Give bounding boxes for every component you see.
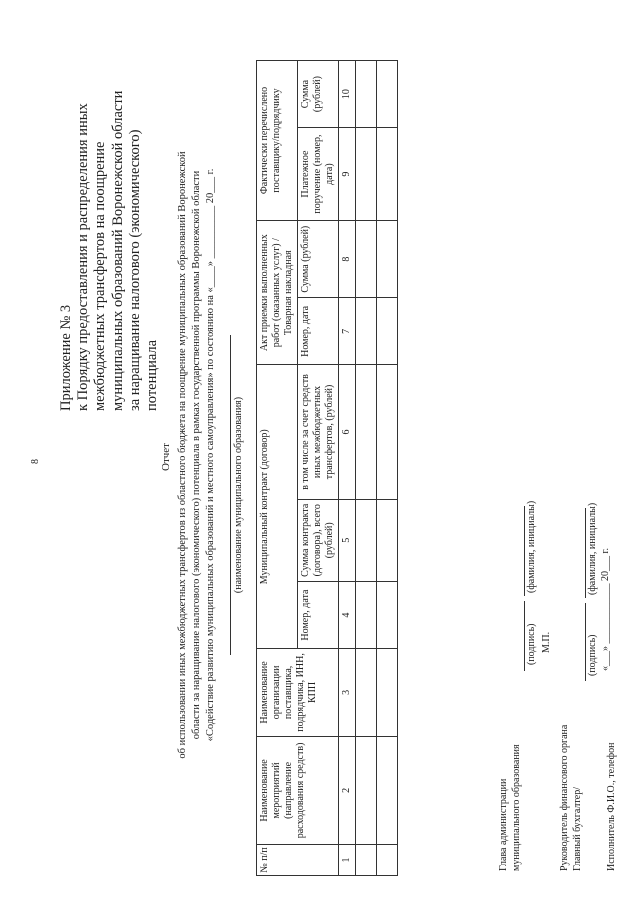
header-act-sum: Сумма (рублей)	[298, 220, 339, 297]
chief-accountant-title: Главный бухгалтер/	[572, 786, 583, 871]
finance-sign-caption: (подпись)	[587, 634, 598, 676]
header-act-num: Номер, дата	[298, 298, 339, 365]
report-line: области за наращивание налогового (экономического) потенциала в рамках государственной программы Воронежской области	[191, 170, 202, 740]
report-title: Отчет	[160, 443, 172, 471]
finance-name-caption: (фамилия, инициалы)	[587, 502, 598, 595]
column-number: 2	[339, 736, 356, 844]
appendix-block	[58, 31, 161, 411]
column-number: 1	[339, 845, 356, 876]
column-number: 9	[339, 128, 356, 221]
column-number: 7	[339, 298, 356, 365]
header-num: № п/п	[257, 845, 339, 876]
header-org: Наименование организации поставщика, подрядчика, ИНН, КПП	[257, 649, 339, 737]
head-sign-caption: (подпись)	[526, 623, 537, 665]
header-contract-num: Номер, дата	[298, 582, 339, 649]
head-name-caption: (фамилия, инициалы)	[526, 500, 537, 593]
column-number: 8	[339, 220, 356, 297]
header-paid-sum: Сумма (рублей)	[298, 61, 339, 128]
executor-label: Исполнитель Ф.И.О., телефон	[606, 742, 617, 871]
report-line: «Содействие развитию муниципальных образований и местного самоуправления» по состоянию на «____» __________ 20___ г.	[205, 168, 216, 742]
head-sign-line	[524, 601, 525, 671]
header-contract-sum: Сумма контракта (договора), всего (рублей)	[298, 499, 339, 582]
page-number: 8	[30, 459, 41, 464]
municipality-caption: (наименование муниципального образования)	[233, 396, 244, 594]
appendix-line: муниципальных образований Воронежской области	[109, 90, 126, 411]
column-number: 4	[339, 582, 356, 649]
finance-name-line	[585, 508, 586, 598]
table-row	[356, 61, 377, 876]
report-date: «___» ____________ 20___ г.	[600, 548, 611, 671]
report-description	[176, 65, 218, 845]
report-table	[256, 60, 398, 876]
head-title-1: Глава администрации	[498, 778, 509, 871]
table-row	[377, 61, 398, 876]
header-events: Наименование мероприятий (направление расходования средств)	[257, 736, 339, 844]
report-line: об использовании иных межбюджетных трансфертов из областного бюджета на поощрение муниципальных образований Воронежской	[177, 151, 188, 759]
appendix-line: потенциала	[144, 339, 161, 411]
head-name-line	[524, 506, 525, 596]
finance-head-title: Руководитель финансового органа	[559, 724, 570, 871]
header-paid: Фактически перечислено поставщику/подрядчику	[257, 61, 298, 221]
header-contract-other: в том числе за счет средств иных межбюджетных трансфертов, (рублей)	[298, 365, 339, 499]
column-number: 6	[339, 365, 356, 499]
appendix-line: Приложение № 3	[58, 304, 74, 411]
appendix-line: за наращивание налогового (экономического)	[126, 129, 143, 411]
head-title-2: муниципального образования	[511, 744, 522, 871]
stamp-mark: М.П.	[541, 631, 552, 653]
header-contract: Муниципальный контракт (договор)	[257, 365, 298, 649]
municipality-underline	[230, 335, 231, 655]
column-number: 3	[339, 649, 356, 737]
column-number: 5	[339, 499, 356, 582]
appendix-line: межбюджетных трансфертов на поощрение	[92, 141, 109, 411]
appendix-line: к Порядку предоставления и распределения иных	[75, 103, 92, 411]
finance-sign-line	[585, 603, 586, 681]
header-paid-order: Платежное поручение (номер, дата)	[298, 128, 339, 221]
column-number: 10	[339, 61, 356, 128]
header-act: Акт приемки выполненных работ (оказанных услуг) / Товарная накладная	[257, 220, 298, 364]
